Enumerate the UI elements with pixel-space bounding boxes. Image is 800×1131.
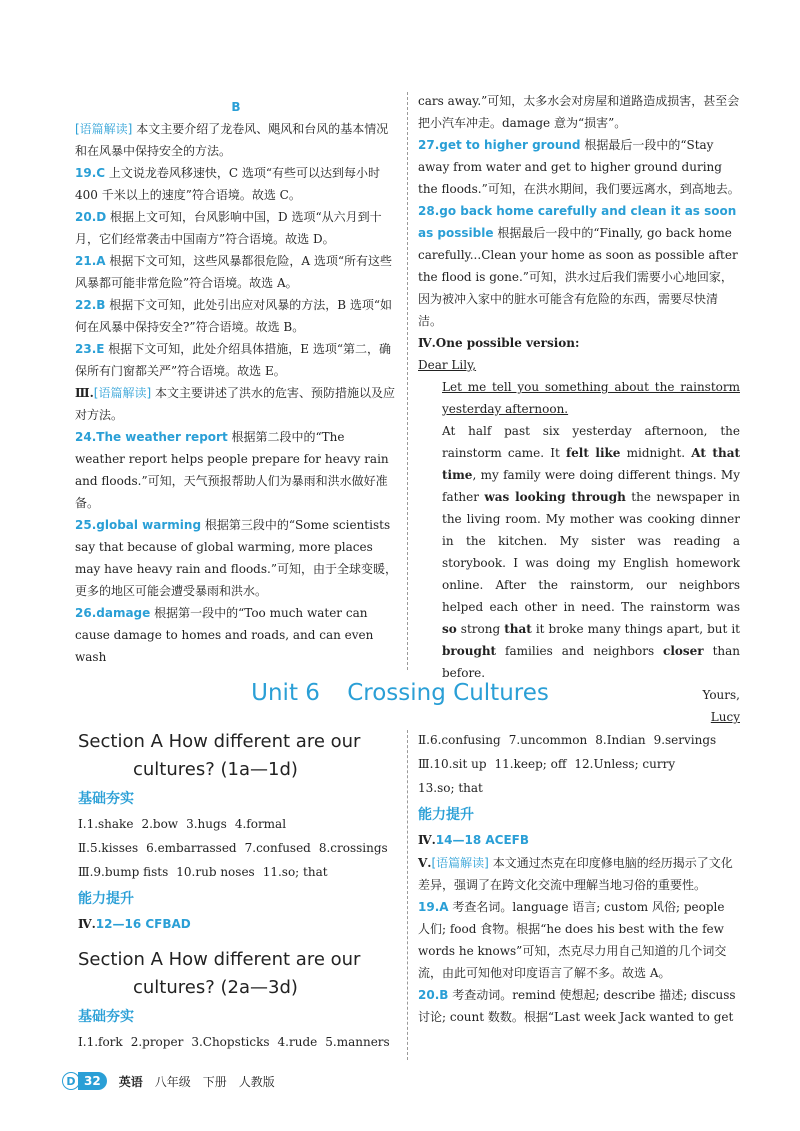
key-phrase: so — [442, 622, 457, 636]
section-title-2 — [78, 946, 396, 1002]
answer-25 — [75, 514, 397, 602]
answer-23-text: 根据下文可知，此处介绍具体措施，E 选项“第二，确保所有门窗都关严”符合语境。故选 E。 — [75, 342, 392, 378]
section-title-2-line2: cultures? (2a—3d) — [133, 977, 298, 998]
key-phrase: brought — [442, 644, 497, 658]
answer-25-text: 根据第三段中的“Some scientists say that because of global warming, more places may have heavy rain and floods.”可知，由于全球变暖，更多的地区可能会遭受暴雨和洪水。 — [75, 518, 397, 598]
answer-24 — [75, 426, 397, 514]
answer-28-num: 28.go back home carefully and clean it as soon as possible — [418, 204, 737, 240]
left-bottom-column — [78, 728, 396, 1054]
key-phrase: At that time — [442, 446, 741, 482]
answer-26 — [75, 602, 397, 668]
section-title-1-line1: Section A How different are our — [78, 731, 361, 752]
answer-26-continued: cars away.”可知，太多水会对房屋和道路造成损害，甚至会把小汽车冲走。damage 意为“损害”。 — [418, 94, 740, 130]
answer-22 — [75, 294, 397, 338]
answer-row-2: Ⅱ.5.kisses 6.embarrassed 7.confused 8.crossings — [78, 841, 388, 855]
answer-23-num: 23.E — [75, 342, 105, 356]
part3-analysis — [75, 382, 397, 426]
answer-19 — [75, 162, 397, 206]
answer-26-num: 26.damage — [75, 606, 151, 620]
answer-24-num: 24.The weather report — [75, 430, 228, 444]
answer-21-num: 21.A — [75, 254, 106, 268]
right-top-column — [418, 90, 740, 728]
analysis-paragraph — [75, 118, 397, 162]
part3-tag: [语篇解读] — [93, 386, 152, 400]
answer-20-right: 20.B 考查动词。remind 使想起; describe 描述; discuss 讨论; count 数数。根据“Last week Jack wanted to get — [418, 988, 736, 1024]
page-footer — [62, 1070, 287, 1092]
letter-opening: Let me tell you something about the rainstorm yesterday afternoon. — [442, 380, 740, 416]
answer-22-num: 22.B — [75, 298, 106, 312]
answer-row-3: Ⅲ.9.bump fists 10.rub noses 11.so; that — [78, 865, 328, 879]
answer-row-r2: Ⅲ.10.sit up 11.keep; off 12.Unless; curry — [418, 757, 676, 771]
category-improve: 能力提升 — [78, 891, 134, 907]
answer-22-text: 根据下文可知，此处引出应对风暴的方法，B 选项“如何在风暴中保持安全?”符合语境。故选 B。 — [75, 298, 393, 334]
letter-salutation: Dear Lily, — [418, 358, 477, 372]
key-phrase: closer — [663, 644, 704, 658]
badge-letter: D — [62, 1072, 80, 1090]
part3-roman: Ⅲ. — [75, 386, 94, 400]
answer-28-text: 根据最后一段中的“Finally, go back home carefully...Clean your home as soon as possible after the flood is gone.”可知，洪水过后我们需要小心地回家，因为被冲入家中的脏水可能含有危险的东西，需要尽快清洁。 — [418, 226, 738, 328]
letter-body: At half past six yesterday afternoon, the rainstorm came. It felt like midnight. At that time, my family were doing different things. My father was looking through the newspaper in the living room. My mother was cooking dinner in the kitchen. My sister was reading a storybook. I was doing my English homework online. After the rainstorm, our neighbors helped each other in need. The rainstorm was so strong that it broke many things apart, but it brought families and neighbors closer than before. — [442, 424, 741, 680]
answer-24-text: 根据第二段中的“The weather report helps people prepare for heavy rain and floods.”可知，天气预报帮助人们为暴雨和洪水做好准备。 — [75, 430, 389, 510]
answer-row-r3: 13.so; that — [418, 781, 483, 795]
answer-27-text: 根据最后一段中的“Stay away from water and get to higher ground during the floods.”可知，在洪水期间，我们要远离水，到高地去。 — [418, 138, 740, 196]
part4-label: Ⅳ.One possible version: — [418, 336, 580, 350]
column-divider-bottom — [407, 730, 408, 1060]
answer-row-5: Ⅰ.1.fork 2.proper 3.Chopsticks 4.rude 5.manners — [78, 1035, 390, 1049]
part3-text: 本文主要讲述了洪水的危害、预防措施以及应对方法。 — [75, 386, 396, 422]
category-basic-2: 基础夯实 — [78, 1009, 134, 1025]
answer-19-right: 19.A 考查名词。language 语言; custom 风俗; people 人们; food 食物。根据“he does his best with the few words he knows”可知，杰克尽力用自己知道的几个词交流，由此可知他对印度语言了解不多。故选 A。 — [418, 900, 727, 980]
answer-19-num: 19.C — [75, 166, 106, 180]
answer-row-r1: Ⅱ.6.confusing 7.uncommon 8.Indian 9.servings — [418, 733, 717, 747]
book-volume: 下册 — [202, 1074, 227, 1089]
book-subject: 英语 — [118, 1074, 143, 1089]
key-phrase: felt like — [565, 446, 621, 460]
category-improve-right: 能力提升 — [418, 807, 474, 823]
analysis-text: 本文主要介绍了龙卷风、飓风和台风的基本情况和在风暴中保持安全的方法。 — [75, 122, 389, 158]
book-grade: 八年级 — [154, 1074, 191, 1089]
answer-27-num: 27.get to higher ground — [418, 138, 581, 152]
answer-row-r4: Ⅳ.14—18 ACEFB — [418, 833, 530, 847]
left-top-column — [75, 96, 397, 668]
letter-closing: Yours, — [702, 688, 740, 702]
answer-row-1: Ⅰ.1.shake 2.bow 3.hugs 4.formal — [78, 817, 287, 831]
unit-name: Crossing Cultures — [347, 680, 549, 706]
column-divider-top — [407, 92, 408, 670]
section-title-1-line2: cultures? (1a—1d) — [133, 759, 298, 780]
answer-25-num: 25.global warming — [75, 518, 202, 532]
page-number: 32 — [78, 1072, 107, 1090]
answer-20-num: 20.D — [75, 210, 107, 224]
answer-21-text: 根据下文可知，这些风暴都很危险，A 选项“所有这些风暴都可能非常危险”符合语境。故选 A。 — [75, 254, 392, 290]
answer-20-text: 根据上文可知，台风影响中国，D 选项“从六月到十月，它们经常袭击中国南方”符合语境。故选 D。 — [75, 210, 382, 246]
section-title-1 — [78, 728, 396, 784]
answer-28 — [418, 200, 740, 332]
right-bottom-column — [418, 728, 740, 1028]
answer-27 — [418, 134, 740, 200]
book-meta — [119, 1073, 287, 1090]
page-badge — [62, 1072, 107, 1090]
answer-20 — [75, 206, 397, 250]
part5-analysis: Ⅴ.[语篇解读] 本文通过杰克在印度修电脑的经历揭示了文化差异，强调了在跨文化交流中理解当地习俗的重要性。 — [418, 856, 733, 892]
part-b-heading: B — [231, 100, 241, 114]
unit-label: Unit 6 — [251, 680, 320, 706]
section-title-2-line1: Section A How different are our — [78, 949, 361, 970]
letter-signature: Lucy — [710, 710, 740, 724]
analysis-tag: [语篇解读] — [75, 122, 133, 136]
key-phrase: was looking through — [484, 490, 626, 504]
answer-23 — [75, 338, 397, 382]
key-phrase: that — [504, 622, 532, 636]
answer-19-text: 上文说龙卷风移速快，C 选项“有些可以达到每小时 400 千米以上的速度”符合语境。故选 C。 — [75, 166, 381, 202]
book-publisher: 人教版 — [238, 1074, 275, 1089]
unit-title — [0, 680, 800, 706]
category-basic: 基础夯实 — [78, 791, 134, 807]
answer-26-text: 根据第一段中的“Too much water can cause damage to homes and roads, and can even wash — [75, 606, 374, 664]
answer-row-4: Ⅳ.12—16 CFBAD — [78, 917, 191, 931]
answer-21 — [75, 250, 397, 294]
